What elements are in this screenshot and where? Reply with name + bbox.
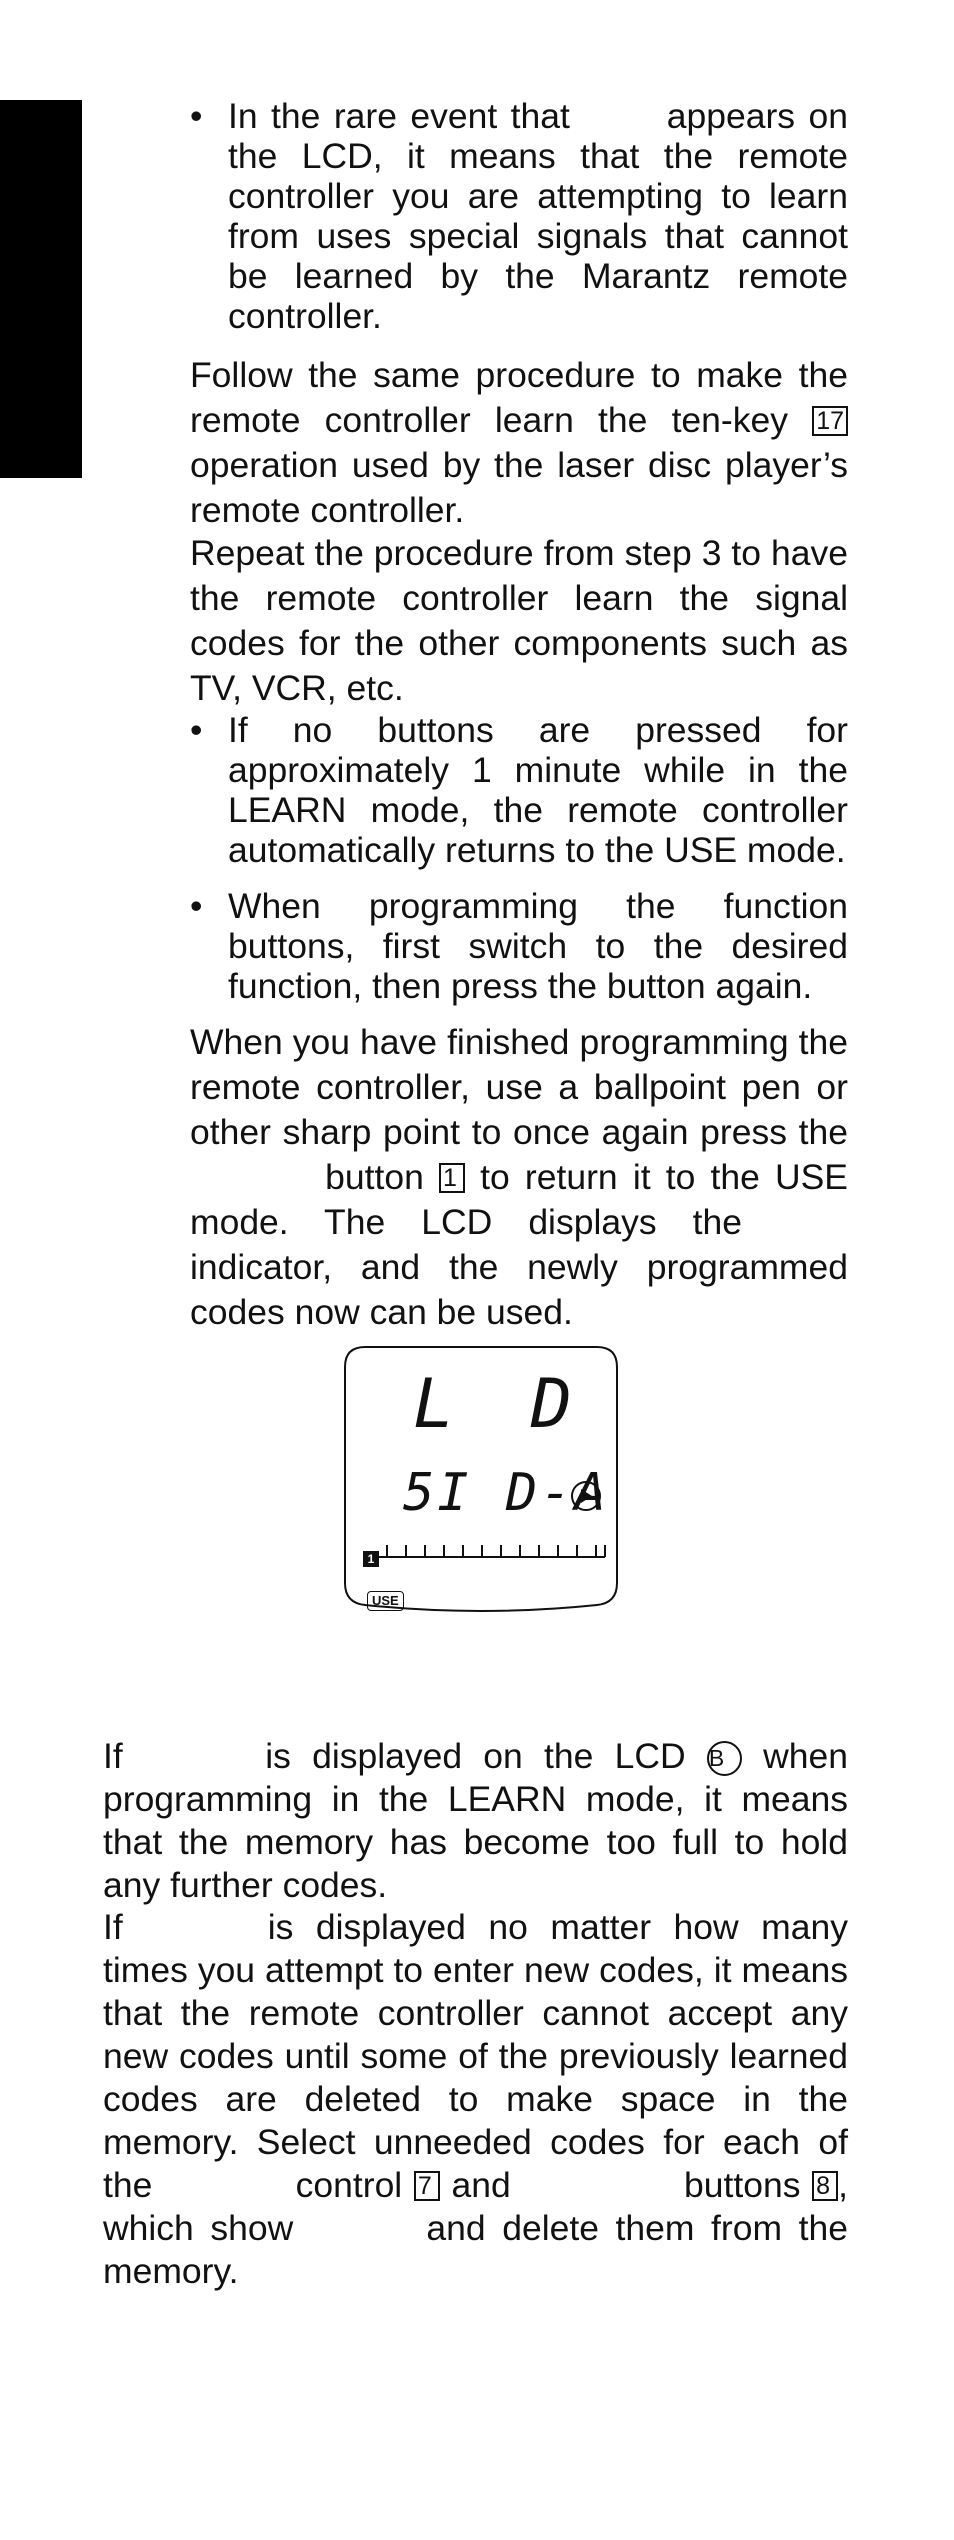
- text-run: If: [103, 1736, 144, 1776]
- lcd-use-indicator: USE: [367, 1591, 404, 1611]
- paragraph-repeat-procedure: Repeat the procedure from step 3 to have the remote controller learn the signal codes for the other components such as TV, VCR, etc.: [190, 533, 848, 708]
- text-run: control: [284, 2165, 414, 2205]
- paragraph-delete-codes: [103, 1906, 848, 2293]
- bullet-dot: •: [190, 710, 203, 750]
- play-indicator-icon: [571, 1481, 601, 1511]
- lcd-function-display: L D: [413, 1365, 590, 1444]
- text-run: to return it to the USE mode. The LCD displays the: [190, 1157, 848, 1242]
- text-run: , which show: [103, 2165, 848, 2248]
- lcd-code-display: 5I D-A: [403, 1463, 609, 1523]
- bullet-text: If no buttons are pressed for approximately 1 minute while in the LEARN mode, the remote controller automatically returns to the USE mode.: [228, 710, 848, 870]
- text-run: is displayed no matter how many times you attempt to enter new codes, it means that the remote controller cannot accept any new codes until some of the previously learned codes are deleted to make space in the memory. Select unneeded codes for each of the: [103, 1907, 848, 2205]
- bullet-dot: •: [190, 96, 203, 136]
- key-reference-17: 17: [812, 406, 848, 436]
- lcd-display-illustration: [343, 1345, 619, 1613]
- chapter-tab-marker: [0, 100, 82, 478]
- key-reference-8: 8: [812, 2171, 838, 2201]
- text-run: appears on the LCD, it means that the remote controller you are attempting to learn from uses special signals that cannot be learned by the Marantz remote controller.: [228, 96, 848, 336]
- bullet-dot: •: [190, 886, 203, 926]
- key-reference-7: 7: [414, 2171, 440, 2201]
- text-run: button: [310, 1157, 440, 1197]
- text-run: Follow the same procedure to make the remote controller learn the ten-key: [190, 355, 848, 440]
- lcd-segment-number: 1: [363, 1551, 379, 1567]
- text-run: indicator, and the newly programmed codes now can be used.: [190, 1247, 848, 1332]
- text-run: In the rare event that: [228, 96, 584, 136]
- text-run: When you have finished programming the remote controller, use a ballpoint pen or other sharp point to once again press the: [190, 1022, 848, 1152]
- text-run: is displayed on the LCD: [243, 1736, 707, 1776]
- key-reference-1: 1: [439, 1163, 465, 1193]
- paragraph-memory-full: [103, 1735, 848, 1907]
- lcd-callout-b: B: [707, 1741, 742, 1776]
- text-run: buttons: [672, 2165, 813, 2205]
- text-run: operation used by the laser disc player’s remote controller.: [190, 445, 848, 530]
- text-run: and delete them from the memory.: [103, 2208, 848, 2291]
- bullet-text: [228, 96, 848, 336]
- text-run: If: [103, 1907, 146, 1947]
- text-run: when programming in the LEARN mode, it means that the memory has become too full to hold any further codes.: [103, 1736, 848, 1905]
- bullet-text: When programming the function buttons, first switch to the desired function, then press the button again.: [228, 886, 848, 1006]
- paragraph-follow-procedure: [190, 353, 848, 533]
- text-run: and: [439, 2165, 523, 2205]
- paragraph-finished-programming: [190, 1020, 848, 1335]
